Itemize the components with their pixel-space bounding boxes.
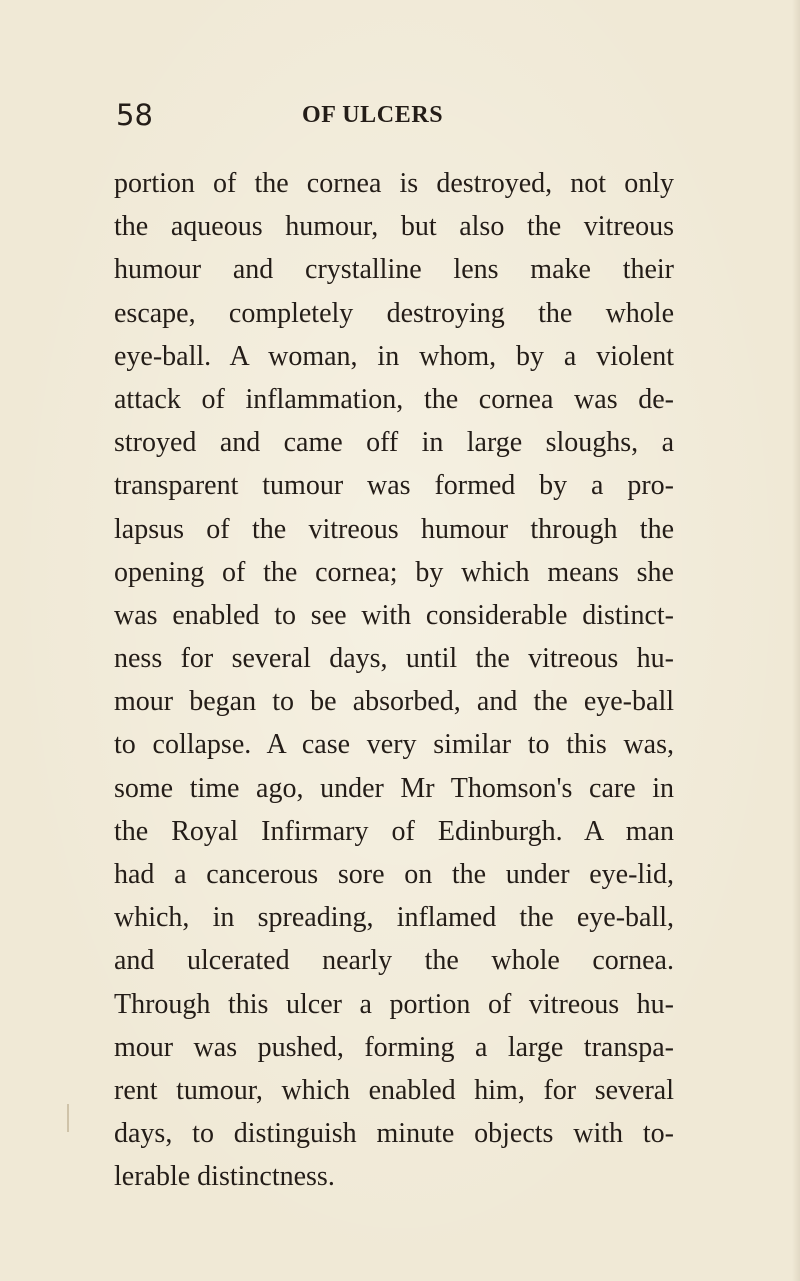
text-line: and ulcerated nearly the whole cornea. [114,945,674,977]
text-line: ness for several days, until the vitreous hu- [114,643,674,675]
text-line: humour and crystalline lens make their [114,254,674,286]
text-line: which, in spreading, inflamed the eye-ball, [114,902,674,934]
margin-mark [67,1104,69,1132]
page-edge-shadow [792,0,800,1281]
text-line: the aqueous humour, but also the vitreous [114,211,674,243]
body-text [114,162,674,1199]
text-line: eye-ball. A woman, in whom, by a violent [114,340,674,372]
text-line: transparent tumour was formed by a pro- [114,470,674,502]
text-line: the Royal Infirmary of Edinburgh. A man [114,815,674,847]
text-line: escape, completely destroying the whole [114,297,674,329]
text-line: portion of the cornea is destroyed, not only [114,168,674,199]
text-line: Through this ulcer a portion of vitreous hu- [114,988,674,1020]
running-title: OF ULCERS [302,102,444,128]
text-line: opening of the cornea; by which means she [114,556,674,588]
text-line: stroyed and came off in large sloughs, a [114,427,674,459]
text-line: rent tumour, which enabled him, for several [114,1074,674,1106]
text-line: days, to distinguish minute objects with to- [114,1118,674,1150]
text-line: was enabled to see with considerable distinct- [114,599,674,631]
text-line: mour was pushed, forming a large transpa- [114,1031,674,1063]
page-number: 58 [116,98,153,132]
text-line: mour began to be absorbed, and the eye-ball [114,686,674,718]
text-line: attack of inflammation, the cornea was de- [114,383,674,415]
page-header [116,98,716,138]
text-line: lapsus of the vitreous humour through the [114,513,674,545]
text-line: lerable distinctness. [114,1161,335,1193]
text-line: some time ago, under Mr Thomson's care in [114,772,674,804]
text-line: had a cancerous sore on the under eye-lid, [114,859,674,890]
text-line: to collapse. A case very similar to this was, [114,729,674,761]
